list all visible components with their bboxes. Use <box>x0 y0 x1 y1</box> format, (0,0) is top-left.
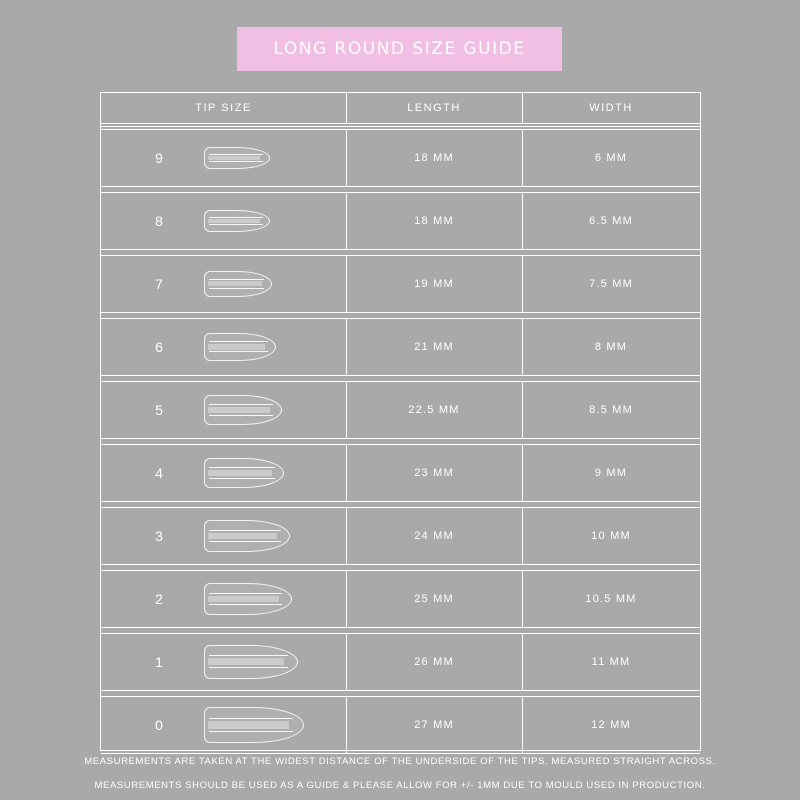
width-cell: 6 MM <box>594 151 628 164</box>
nail-tip-icon <box>204 271 272 297</box>
row-border <box>101 381 700 382</box>
row-border <box>101 192 700 193</box>
row-border <box>101 249 700 250</box>
row-border <box>101 753 700 754</box>
column-divider <box>522 255 523 312</box>
column-divider <box>522 192 523 249</box>
table-row <box>101 318 700 375</box>
length-cell: 18 MM <box>414 151 454 164</box>
column-divider <box>346 192 347 249</box>
column-divider <box>522 381 523 438</box>
column-divider <box>346 318 347 375</box>
nail-tip-icon <box>204 458 284 488</box>
row-border <box>101 696 700 697</box>
column-divider <box>522 318 523 375</box>
length-cell: 18 MM <box>414 214 454 227</box>
column-divider <box>522 696 523 753</box>
footnote-measurement: MEASUREMENTS ARE TAKEN AT THE WIDEST DISTANCE OF THE UNDERSIDE OF THE TIPS. MEASURED STRAIGHT ACROSS. <box>84 756 716 767</box>
page-title: LONG ROUND SIZE GUIDE <box>273 39 526 59</box>
width-cell: 8.5 MM <box>589 403 633 416</box>
row-border <box>101 570 700 571</box>
nail-tip-icon <box>204 333 276 361</box>
table-row <box>101 255 700 312</box>
header-tip-size: TIP SIZE <box>195 102 252 114</box>
length-cell: 22.5 MM <box>408 403 460 416</box>
header-divider <box>346 93 347 123</box>
table-row <box>101 507 700 564</box>
row-border <box>101 438 700 439</box>
column-divider <box>346 507 347 564</box>
row-border <box>101 690 700 691</box>
row-border <box>101 186 700 187</box>
row-border <box>101 501 700 502</box>
header-divider <box>522 93 523 123</box>
tip-size-number: 5 <box>155 401 163 418</box>
nail-tip-icon <box>204 147 270 169</box>
tip-size-number: 6 <box>155 338 163 355</box>
column-divider <box>346 255 347 312</box>
tip-size-number: 1 <box>155 653 163 670</box>
column-divider <box>346 570 347 627</box>
nail-tip-icon <box>204 645 298 679</box>
table-row <box>101 381 700 438</box>
row-border <box>101 129 700 130</box>
title-banner <box>237 27 562 71</box>
tip-size-number: 9 <box>155 149 163 166</box>
table-row <box>101 696 700 753</box>
column-divider <box>522 507 523 564</box>
column-divider <box>346 696 347 753</box>
column-divider <box>522 633 523 690</box>
row-border <box>101 564 700 565</box>
header-length: LENGTH <box>407 102 461 114</box>
width-cell: 10 MM <box>591 529 631 542</box>
column-divider <box>346 381 347 438</box>
tip-size-number: 3 <box>155 527 163 544</box>
row-border <box>101 318 700 319</box>
column-divider <box>346 444 347 501</box>
nail-tip-icon <box>204 210 270 232</box>
length-cell: 21 MM <box>414 340 454 353</box>
header-underline <box>101 126 700 127</box>
row-border <box>101 633 700 634</box>
row-border <box>101 444 700 445</box>
row-border <box>101 375 700 376</box>
header-width: WIDTH <box>589 102 633 114</box>
table-row <box>101 570 700 627</box>
tip-size-number: 8 <box>155 212 163 229</box>
length-cell: 26 MM <box>414 655 454 668</box>
width-cell: 7.5 MM <box>589 277 633 290</box>
width-cell: 6.5 MM <box>589 214 633 227</box>
table-row <box>101 633 700 690</box>
row-border <box>101 627 700 628</box>
footnote-guide: MEASUREMENTS SHOULD BE USED AS A GUIDE & PLEASE ALLOW FOR +/- 1MM DUE TO MOULD USED IN PRODUCTION. <box>94 780 706 791</box>
nail-tip-icon <box>204 395 282 425</box>
table-row <box>101 129 700 186</box>
table-row <box>101 192 700 249</box>
table-row <box>101 444 700 501</box>
width-cell: 8 MM <box>594 340 628 353</box>
width-cell: 12 MM <box>591 718 631 731</box>
size-table <box>100 92 701 751</box>
tip-size-number: 0 <box>155 716 163 733</box>
column-divider <box>522 129 523 186</box>
tip-size-number: 4 <box>155 464 163 481</box>
length-cell: 24 MM <box>414 529 454 542</box>
length-cell: 27 MM <box>414 718 454 731</box>
column-divider <box>522 444 523 501</box>
header-underline <box>101 123 700 124</box>
row-border <box>101 312 700 313</box>
row-border <box>101 507 700 508</box>
column-divider <box>346 129 347 186</box>
tip-size-number: 7 <box>155 275 163 292</box>
nail-tip-icon <box>204 583 292 615</box>
nail-tip-icon <box>204 520 290 552</box>
width-cell: 11 MM <box>591 655 631 668</box>
length-cell: 19 MM <box>414 277 454 290</box>
nail-tip-icon <box>204 707 304 743</box>
column-divider <box>346 633 347 690</box>
width-cell: 10.5 MM <box>585 592 637 605</box>
width-cell: 9 MM <box>594 466 628 479</box>
length-cell: 23 MM <box>414 466 454 479</box>
length-cell: 25 MM <box>414 592 454 605</box>
row-border <box>101 255 700 256</box>
tip-size-number: 2 <box>155 590 163 607</box>
column-divider <box>522 570 523 627</box>
